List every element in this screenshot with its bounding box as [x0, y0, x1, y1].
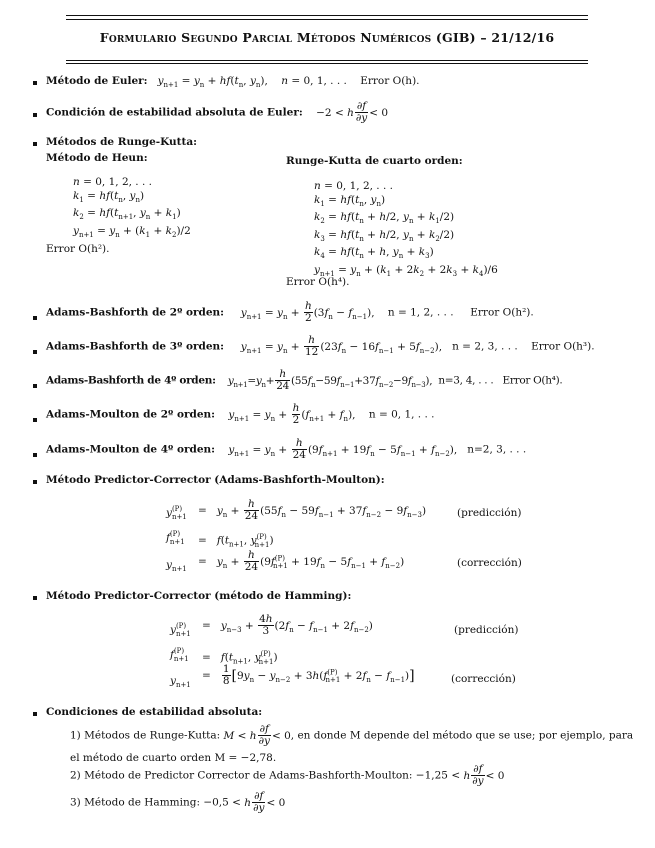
euler-formula: $y_{n+1} = y_n + hf(t_n$, $y_n$), n = 0, 1, . . . — [157, 75, 347, 90]
bullet — [33, 81, 37, 85]
rk4-line: n = 0, 1, 2, . . . — [314, 180, 393, 192]
abm-corr-rhs: = $y_n$ + $\frac{h}{24}$ $(9f^{(P)}_{n+1} + 19f_n - 5f_{n-1} + f_{n-2})$ — [198, 549, 405, 574]
bullet — [33, 596, 37, 600]
stability-item-1-a: 1) Métodos de Runge-Kutta: — [70, 729, 221, 742]
rk4-error: Error O(h⁴). — [286, 276, 350, 288]
am4-range: n=2, 3, . . . — [467, 443, 527, 456]
stability-item-3: 3) Método de Hamming: −0,5 < h $\frac{\partial f}{\partial y}$ < 0 — [70, 790, 286, 815]
heun-error: Error O(h²). — [46, 243, 110, 255]
abm-f-lhs: f (P) n+1 — [166, 530, 185, 546]
am2-range: n = 0, 1, . . . — [368, 408, 435, 421]
am4-line — [46, 438, 526, 461]
top-rule-1 — [66, 15, 588, 16]
ab3-range: n = 2, 3, . . . — [452, 340, 518, 353]
ab3-line — [46, 335, 595, 358]
stability-item-1-b: , en donde M depende del método que se use; por ejemplo, para — [290, 729, 634, 742]
heun-line: $k_1 = hf(t_n$, $y_n$) — [73, 189, 145, 204]
ham-corr-tag: (corrección) — [451, 673, 516, 685]
stability-item-3-text: 3) Método de Hamming: −0,5 < — [70, 796, 241, 809]
rk4-line: $y_{n+1} = y_n + (k_1 + 2k_2 + 2k_3 + k_4)/6$ — [314, 263, 498, 278]
heun-label: Método de Heun: — [46, 152, 148, 164]
top-rule-2 — [66, 19, 588, 20]
ab3-error: Error O(h³). — [531, 340, 595, 353]
am2-formula: $y_{n+1} = y_n$ + $\frac{h}{2}$ $(f_{n+1} + f_n)$, — [228, 402, 356, 427]
stability-item-2: 2) Método de Predictor Corrector de Adams-Bashforth-Moulton: −1,25 < h $\frac{\partial f}{\partial y}$ < 0 — [70, 763, 505, 788]
stability-label: Condiciones de estabilidad absoluta: — [46, 706, 263, 718]
ab3-formula: $y_{n+1} = y_n$ + $\frac{h}{12}$ $(23f_n - 16f_{n-1} + 5f_{n-2})$, — [240, 334, 443, 359]
ab2-label: Adams-Bashforth de 2º orden: — [46, 306, 225, 319]
am4-formula: $y_{n+1} = y_n$ + $\frac{h}{24}$ $(9f_{n+1} + 19f_n - 5f_{n-1} + f_{n-2})$, — [228, 437, 458, 462]
am4-label: Adams-Moulton de 4º orden: — [46, 443, 216, 456]
ab4-line — [46, 369, 562, 392]
ham-f-lhs: f (P) n+1 — [170, 647, 189, 663]
ab2-error: Error O(h²). — [470, 306, 534, 319]
stability-item-2-text: 2) Método de Predictor Corrector de Adams-Bashforth-Moulton: −1,25 < — [70, 769, 461, 782]
bullet — [33, 142, 37, 146]
ab4-range: n=3, 4, . . . — [438, 374, 494, 387]
page-title: Formulario Segundo Parcial Métodos Numéricos (GIB) – 21/12/16 — [99, 30, 555, 45]
bullet — [33, 453, 37, 457]
bullet — [33, 480, 37, 484]
bullet — [33, 712, 37, 716]
ab2-formula: $y_{n+1} = y_n$ + $\frac{h}{2}$ $(3f_n - f_{n-1})$, — [240, 300, 375, 325]
ab2-range: n = 1, 2, . . . — [387, 306, 454, 319]
ham-pred-lhs: y (P) n+1 — [170, 622, 191, 638]
rk4-label: Runge-Kutta de cuarto orden: — [286, 155, 463, 167]
ab4-error: Error O(h⁴). — [502, 374, 563, 387]
rk4-line: $k_2 = hf(t_n + h/2$, $y_n + k_1/2$) — [314, 211, 455, 226]
euler-stability-line — [46, 101, 388, 124]
ham-pred-tag: (predicción) — [454, 624, 519, 636]
rk4-line: $k_3 = hf(t_n + h/2$, $y_n + k_2/2$) — [314, 228, 455, 243]
bullet — [33, 350, 37, 354]
ab4-formula: $y_{n+1}=y_n+$ $\frac{h}{24}$ $(55f_n-59f_{n-1}+37f_{n-2}-9f_{n-3})$, — [227, 368, 433, 393]
am2-line — [46, 403, 435, 426]
ham-corr-rhs: = $\frac{1}{8}$ $[9y_n - y_{n-2} + 3h(f^{(P)}_{n+1} + 2f_n - f_{n-1})]$ — [202, 663, 415, 688]
bullet — [33, 418, 37, 422]
ab4-label: Adams-Bashforth de 4º orden: — [46, 374, 216, 387]
rk4-block — [314, 180, 498, 281]
ham-corr-lhs: $y_{n+1}$ — [170, 675, 191, 690]
rk4-line: $k_4 = hf(t_n + h$, $y_n + k_3$) — [314, 246, 434, 261]
bottom-rule-2 — [66, 63, 588, 64]
abm-corr-tag: (corrección) — [457, 557, 522, 569]
bottom-rule-1 — [66, 60, 588, 61]
ab2-line — [46, 301, 534, 324]
pc-hamming-label: Método Predictor-Corrector (método de Hamming): — [46, 590, 352, 602]
stability-item-1-c: el método de cuarto orden M = −2,78. — [70, 752, 277, 764]
abm-f-rhs: = $f(t_{n+1}$, $y^{(P)}_{n+1}$) — [198, 533, 274, 549]
ham-pred-rhs: = $y_{n-3}$ + $\frac{4h}{3}$ $(2f_n - f_{n-1} + 2f_{n-2})$ — [202, 613, 373, 638]
euler-stability-label: Condición de estabilidad absoluta de Euler: — [46, 106, 303, 119]
heun-block — [73, 176, 191, 242]
bullet — [33, 316, 37, 320]
bullet — [33, 113, 37, 117]
euler-line — [46, 75, 420, 89]
heun-line: $y_{n+1} = y_n + (k_1 + k_2)/2$ — [73, 224, 191, 239]
stability-item-1: 1) Métodos de Runge-Kutta: M < h $\frac{\partial f}{\partial y}$ < 0, en donde M depende del método que se use; por ejemplo, para — [70, 723, 634, 748]
euler-label: Método de Euler: — [46, 75, 148, 87]
rk-label: Métodos de Runge-Kutta: — [46, 136, 198, 148]
rk4-line: $k_1 = hf(t_n$, $y_n$) — [314, 193, 386, 208]
heun-line: n = 0, 1, 2, . . . — [73, 176, 152, 188]
abm-corr-lhs: $y_{n+1}$ — [166, 559, 187, 574]
euler-stability-formula: −2 < h $\frac{\partial f}{\partial y}$ < 0 — [316, 100, 389, 125]
euler-error: Error O(h). — [360, 75, 420, 87]
ab3-label: Adams-Bashforth de 3º orden: — [46, 340, 225, 353]
abm-pred-tag: (predicción) — [457, 507, 522, 519]
pc-abm-label: Método Predictor-Corrector (Adams-Bashforth-Moulton): — [46, 474, 385, 486]
abm-pred-lhs: y (P) n+1 — [166, 505, 187, 521]
heun-line: $k_2 = hf(t_{n+1}$, $y_n + k_1$) — [73, 207, 181, 222]
ham-f-rhs: = $f(t_{n+1}$, $y^{(P)}_{n+1}$) — [202, 650, 278, 666]
abm-pred-rhs: = $y_n$ + $\frac{h}{24}$ $(55f_n - 59f_{n-1} + 37f_{n-2} - 9f_{n-3})$ — [198, 498, 427, 523]
am2-label: Adams-Moulton de 2º orden: — [46, 408, 216, 421]
bullet — [33, 384, 37, 388]
